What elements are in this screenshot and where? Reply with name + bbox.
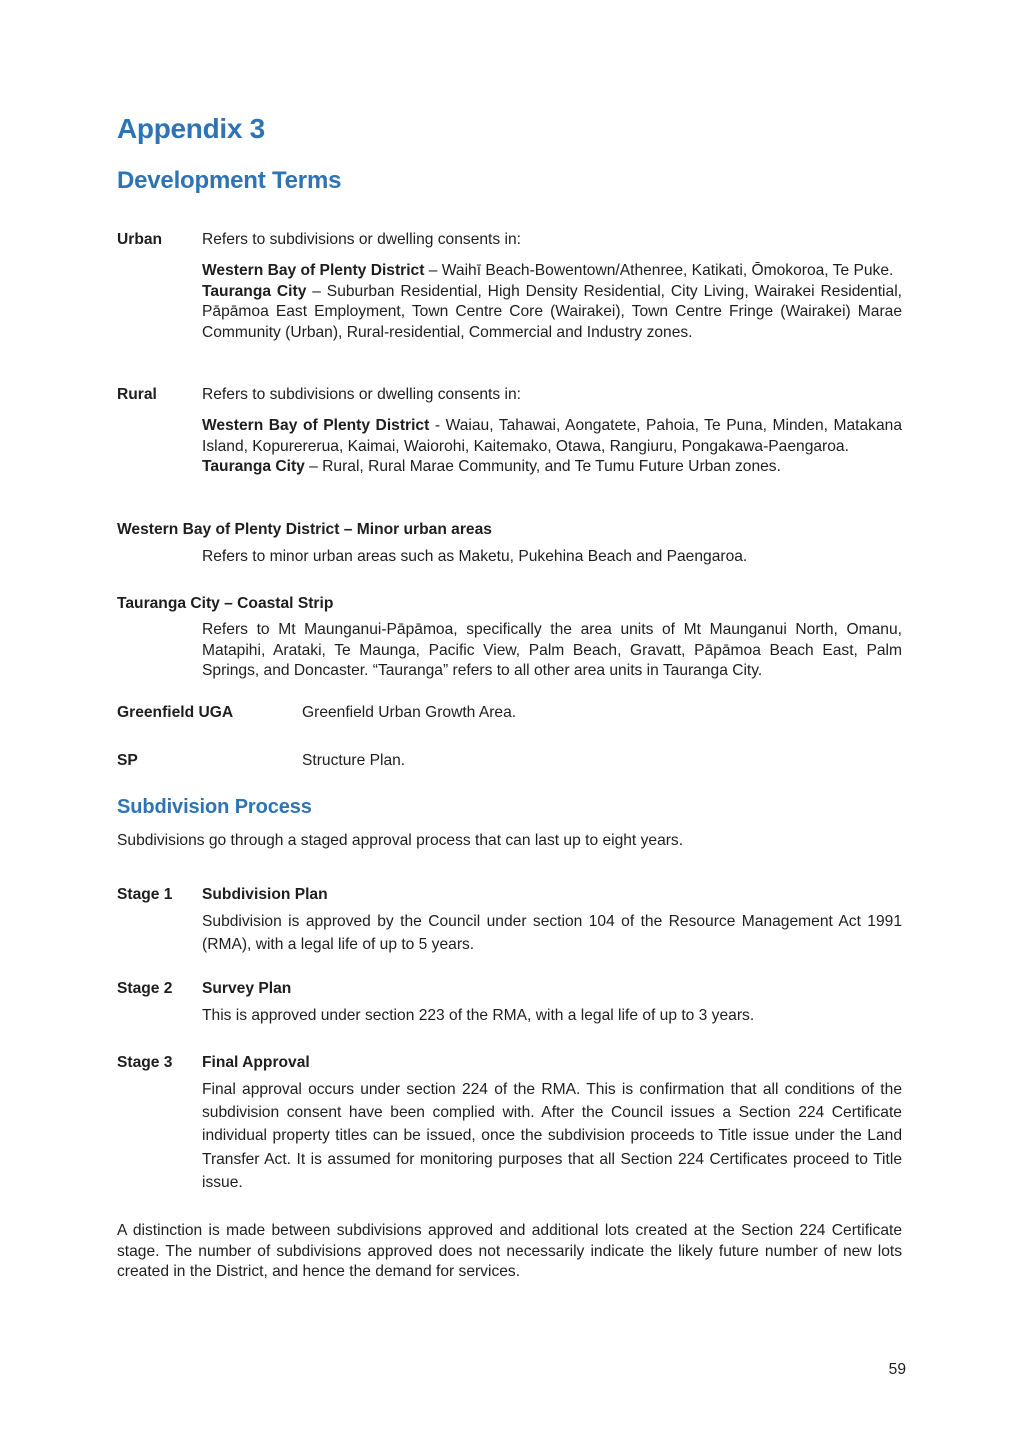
section-heading-development-terms: Development Terms [117,167,342,194]
urban-wbop-text: – Waihī Beach-Bowentown/Athenree, Katikati, Ōmokoroa, Te Puke. [424,262,894,279]
term-minor-urban-areas: Western Bay of Plenty District – Minor urban areas [117,521,492,538]
stage-3-text: Final approval occurs under section 224 of the RMA. This is confirmation that all conditions of the subdivision consent have been complied with. After the Council issues a Section 224 Certificate individual property titles can be issued, once the subdivision proceeds to Title issue under the Land Transfer Act. It is assumed for monitoring purposes that all Section 224 Certificates proceed to Title issue. [202,1081,902,1191]
term-coastal-strip: Tauranga City – Coastal Strip [117,595,334,612]
rural-definition [202,416,902,478]
stage-2-label: Stage 2 [117,980,173,997]
term-sp: SP [117,752,138,769]
minor-urban-definition: Refers to minor urban areas such as Maketu, Pukehina Beach and Paengaroa. [202,548,748,565]
rural-tauranga-label: Tauranga City [202,458,305,475]
page-title: Appendix 3 [117,113,265,144]
urban-wbop-label: Western Bay of Plenty District [202,262,425,279]
rural-wbop-label: Western Bay of Plenty District [202,417,430,434]
rural-tauranga-text: – Rural, Rural Marae Community, and Te Tumu Future Urban zones. [304,458,781,475]
urban-definition [202,261,902,343]
term-greenfield-uga: Greenfield UGA [117,704,234,721]
urban-intro: Refers to subdivisions or dwelling consents in: [202,231,521,248]
term-rural: Rural [117,386,157,403]
urban-tauranga-text: – Suburban Residential, High Density Residential, City Living, Wairakei Residential, Pāpāmoa East Employment, Town Centre Core (Wairakei), Town Centre Fringe (Wairakei) Marae Community (Urban), Rural-residential, Commercial and Industry zones. [202,282,902,341]
stage-2-text: This is approved under section 223 of the RMA, with a legal life of up to 3 years. [202,1007,755,1024]
section-heading-subdivision-process: Subdivision Process [117,796,312,818]
coastal-strip-definition: Refers to Mt Maunganui-Pāpāmoa, specifically the area units of Mt Maunganui North, Omanu, Matapihi, Arataki, Te Maunga, Pacific View, Palm Beach, Gravatt, Pāpāmoa Beach East, Palm Springs, and Doncaster. “Tauranga” refers to all other area units in Tauranga City. [202,621,902,679]
term-urban: Urban [117,231,163,248]
stage-3-title: Final Approval [202,1054,310,1071]
stage-2-title: Survey Plan [202,980,292,997]
closing-paragraph: A distinction is made between subdivisions approved and additional lots created at the Section 224 Certificate stage. The number of subdivisions approved does not necessarily indicate the likely future number of new lots created in the District, and hence the demand for services. [117,1222,902,1280]
stage-1-label: Stage 1 [117,886,173,903]
page-number: 59 [888,1361,906,1378]
rural-intro: Refers to subdivisions or dwelling consents in: [202,386,521,403]
stage-1-title: Subdivision Plan [202,886,328,903]
subdivision-intro: Subdivisions go through a staged approval process that can last up to eight years. [117,832,684,849]
urban-tauranga-label: Tauranga City [202,282,307,300]
stage-3-label: Stage 3 [117,1054,173,1071]
stage-1-text: Subdivision is approved by the Council under section 104 of the Resource Management Act 1991 (RMA), with a legal life of up to 5 years. [202,913,902,954]
rural-wbop-text: - Waiau, Tahawai, Aongatete, Pahoia, Te Puna, Minden, Matakana Island, Kopurererua, Kaimai, Waiorohi, Kaitemako, Otawa, Rangiuru, Pongakawa-Paengaroa. [202,417,903,455]
sp-definition: Structure Plan. [302,752,406,769]
greenfield-uga-definition: Greenfield Urban Growth Area. [302,704,517,721]
